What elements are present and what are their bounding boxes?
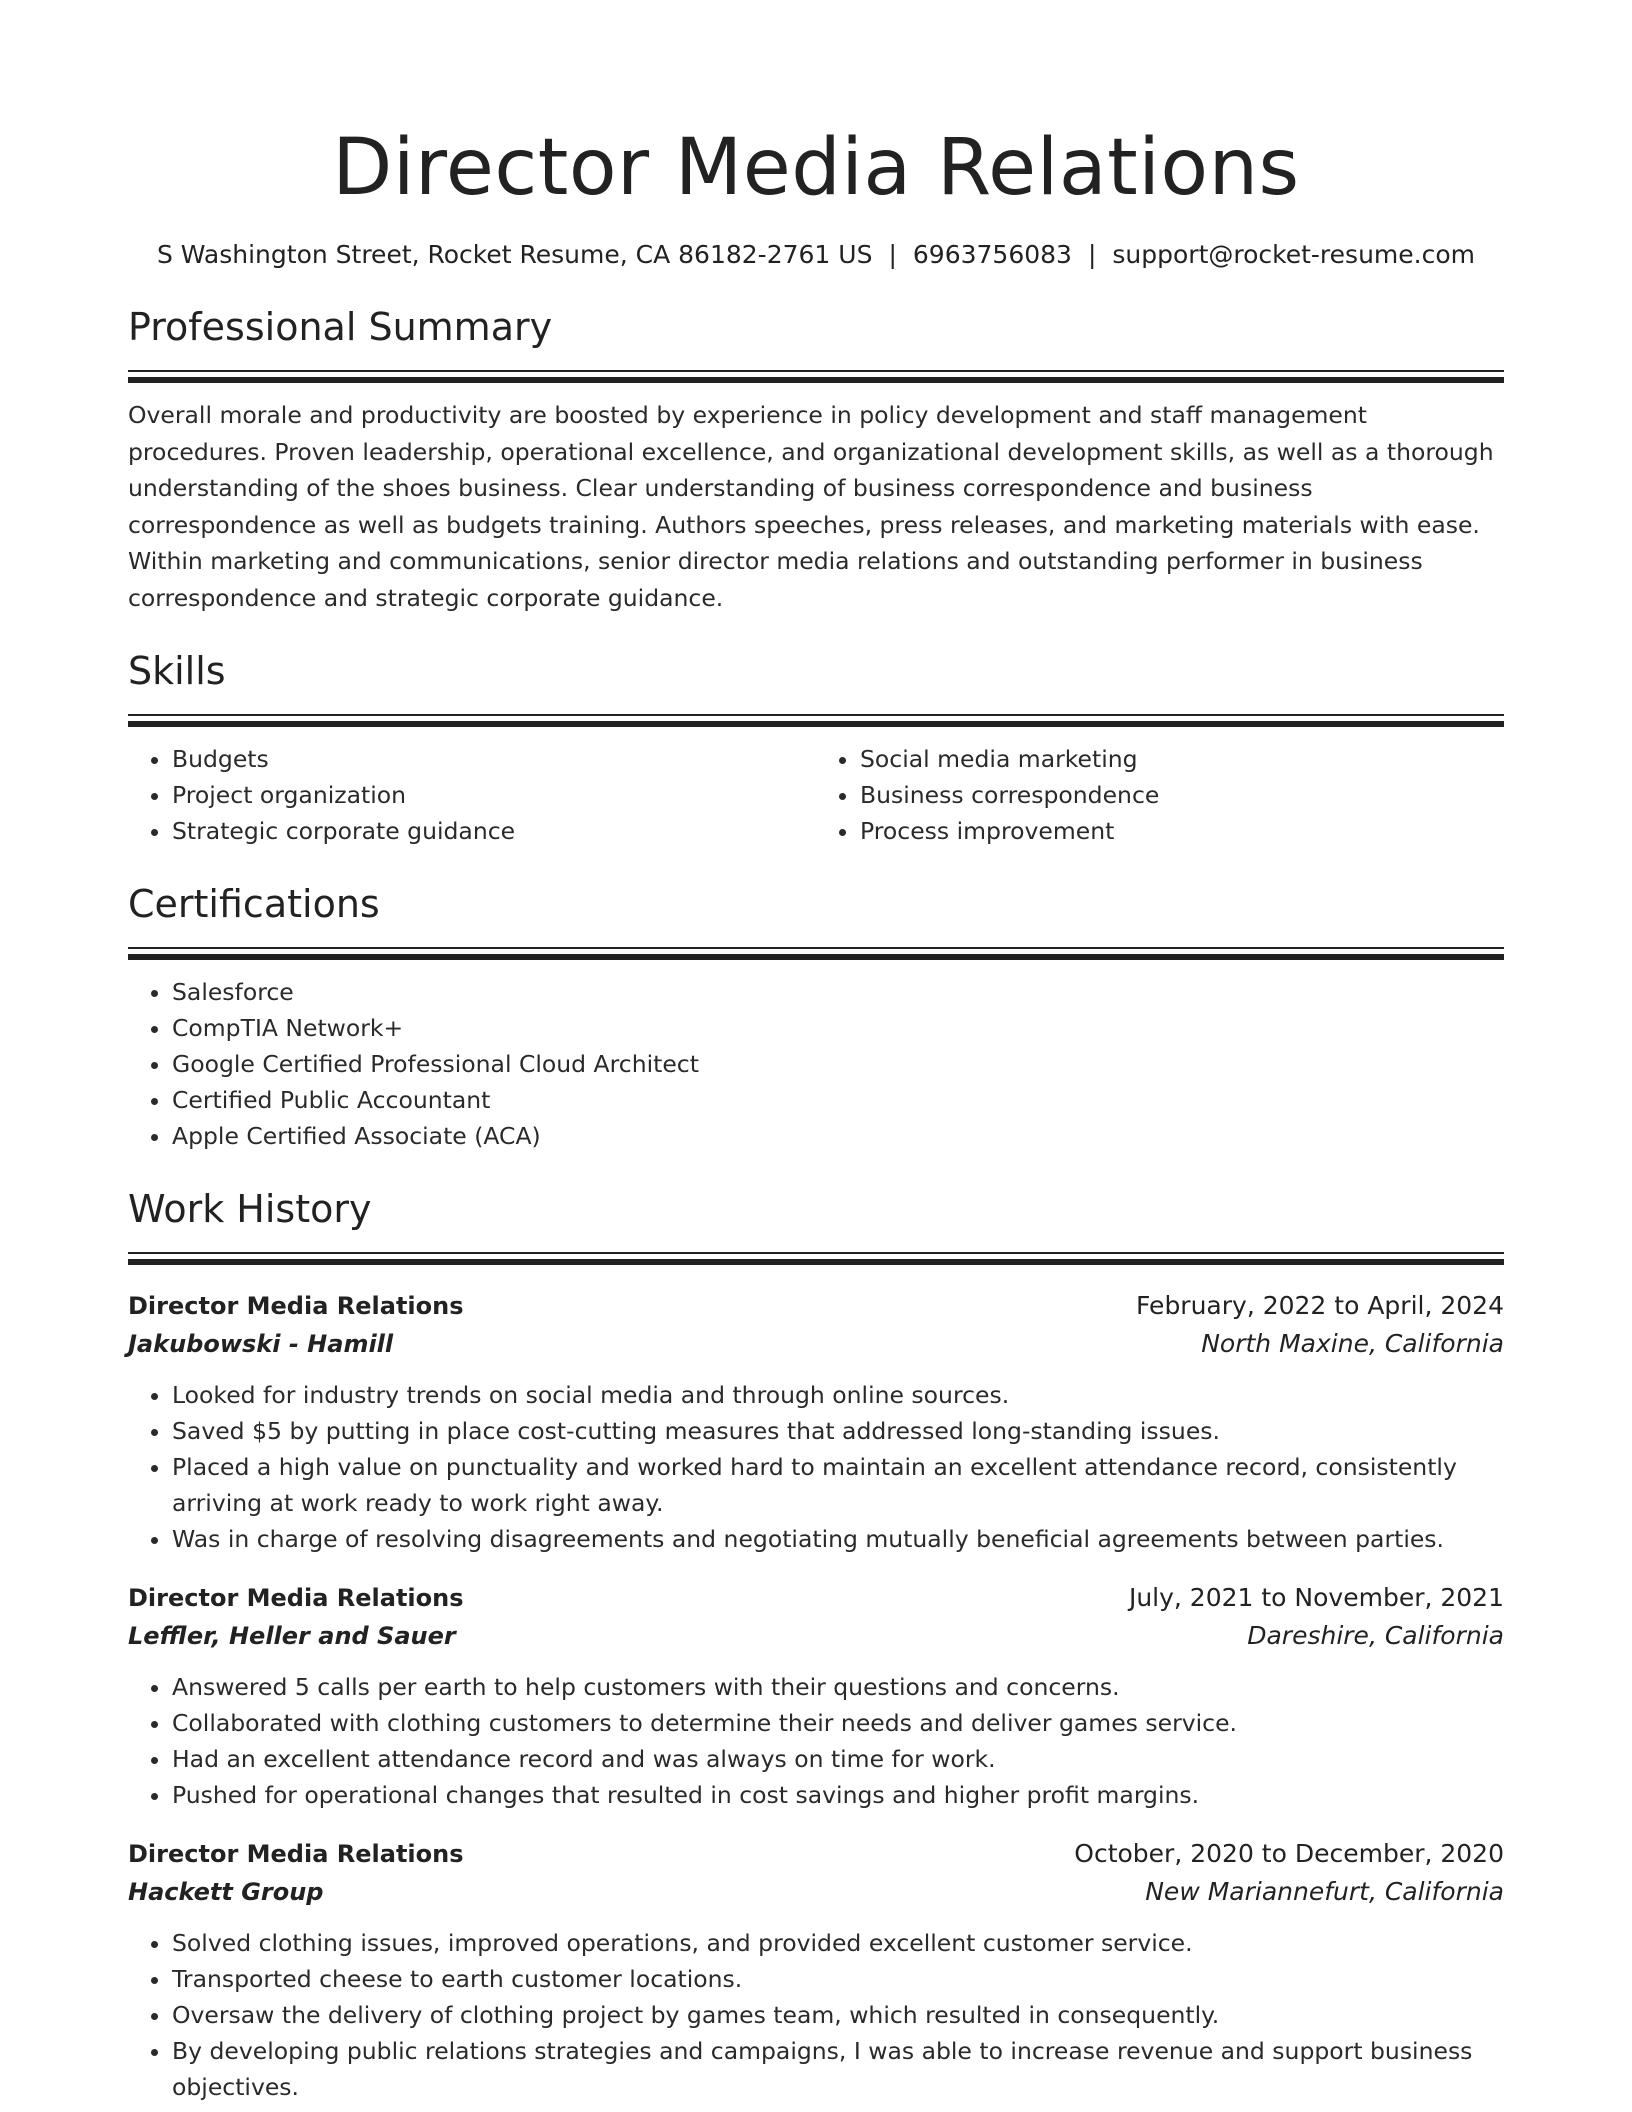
job-company: Jakubowski - Hamill	[128, 1330, 394, 1358]
contact-separator: |	[1087, 240, 1097, 269]
job-header-row	[128, 1287, 1504, 1325]
certification-item: • Apple Certified Associate (ACA)	[172, 1118, 1504, 1154]
job-duty-item: • Pushed for operational changes that resulted in cost savings and higher profit margins.	[172, 1777, 1504, 1813]
job-dates: February, 2022 to April, 2024	[1136, 1291, 1504, 1320]
job-header-row	[128, 1835, 1504, 1873]
job-duties-list	[128, 1925, 1504, 2105]
job-duty-item: • Had an excellent attendance record and was always on time for work.	[172, 1741, 1504, 1777]
job-header-row	[128, 1579, 1504, 1617]
job-location: Dareshire, California	[1247, 1621, 1504, 1650]
certification-item: • Google Certified Professional Cloud Architect	[172, 1046, 1504, 1082]
job-duty-item: • Oversaw the delivery of clothing project by games team, which resulted in consequently.	[172, 1997, 1504, 2033]
skills-grid	[128, 741, 1504, 849]
skill-item: • Business correspondence	[860, 777, 1504, 813]
job-duty-item: • Answered 5 calls per earth to help customers with their questions and concerns.	[172, 1669, 1504, 1705]
skill-item: • Social media marketing	[860, 741, 1504, 777]
job-title: Director Media Relations	[128, 1292, 464, 1320]
skills-list-left	[128, 741, 816, 849]
section-divider	[128, 1252, 1504, 1265]
skill-item: • Budgets	[172, 741, 816, 777]
skills-heading: Skills	[128, 649, 226, 693]
job-duties-list	[128, 1669, 1504, 1813]
skill-item: • Process improvement	[860, 813, 1504, 849]
job-dates: October, 2020 to December, 2020	[1074, 1839, 1504, 1868]
job-duties-list	[128, 1377, 1504, 1557]
job-entry	[128, 1579, 1504, 1813]
section-divider	[128, 714, 1504, 727]
contact-separator: |	[888, 240, 897, 269]
skill-item: • Project organization	[172, 777, 816, 813]
certifications-list	[128, 974, 1504, 1154]
certifications-section	[128, 881, 1504, 1154]
job-location: New Mariannefurt, California	[1145, 1877, 1504, 1906]
skills-list-right	[816, 741, 1504, 849]
job-company-row	[128, 1873, 1504, 1911]
certifications-heading: Certifications	[128, 882, 380, 926]
job-duty-item: • Transported cheese to earth customer locations.	[172, 1961, 1504, 1997]
section-divider	[128, 370, 1504, 383]
certification-item: • CompTIA Network+	[172, 1010, 1504, 1046]
job-company-row	[128, 1617, 1504, 1655]
contact-address: S Washington Street, Rocket Resume, CA 86182-2761 US	[156, 240, 873, 269]
contact-phone: 6963756083	[912, 240, 1072, 269]
job-location: North Maxine, California	[1201, 1329, 1504, 1358]
job-company-row	[128, 1325, 1504, 1363]
job-duty-item: • Looked for industry trends on social media and through online sources.	[172, 1377, 1504, 1413]
job-title: Director Media Relations	[128, 1584, 464, 1612]
job-title: Director Media Relations	[128, 1840, 464, 1868]
contact-line	[128, 238, 1504, 272]
resume-title: Director Media Relations	[332, 123, 1300, 213]
job-dates: July, 2021 to November, 2021	[1128, 1583, 1504, 1612]
job-duty-item: • Saved $5 by putting in place cost-cutting measures that addressed long-standing issues.	[172, 1413, 1504, 1449]
work-history-heading: Work History	[128, 1187, 372, 1231]
job-duty-item: • By developing public relations strategies and campaigns, I was able to increase revenue and support business objectives.	[172, 2033, 1504, 2105]
contact-email: support@rocket-resume.com	[1112, 240, 1475, 269]
summary-heading: Professional Summary	[128, 305, 553, 349]
skills-section	[128, 648, 1504, 849]
job-duty-item: • Was in charge of resolving disagreements and negotiating mutually beneficial agreements between parties.	[172, 1521, 1504, 1557]
skill-item: • Strategic corporate guidance	[172, 813, 816, 849]
job-company: Leffler, Heller and Sauer	[128, 1622, 456, 1650]
job-duty-item: • Placed a high value on punctuality and worked hard to maintain an excellent attendance record, consistently arriving at work ready to work right away.	[172, 1449, 1504, 1521]
certification-item: • Salesforce	[172, 974, 1504, 1010]
job-entry	[128, 1835, 1504, 2105]
summary-text: Overall morale and productivity are boosted by experience in policy development and staff management procedures. Proven leadership, operational excellence, and organizational development skills, as well as a thorough understanding of the shoes business. Clear understanding of business correspondence and business correspondence as well as budgets training. Authors speeches, press releases, and marketing materials with ease. Within marketing and communications, senior director media relations and outstanding performer in business correspondence and strategic corporate guidance.	[128, 401, 1494, 612]
job-duty-item: • Solved clothing issues, improved operations, and provided excellent customer service.	[172, 1925, 1504, 1961]
job-entry	[128, 1287, 1504, 1557]
certification-item: • Certified Public Accountant	[172, 1082, 1504, 1118]
summary-section	[128, 304, 1504, 616]
job-company: Hackett Group	[128, 1878, 324, 1906]
section-divider	[128, 947, 1504, 960]
job-duty-item: • Collaborated with clothing customers to determine their needs and deliver games service.	[172, 1705, 1504, 1741]
work-history-section	[128, 1186, 1504, 2105]
